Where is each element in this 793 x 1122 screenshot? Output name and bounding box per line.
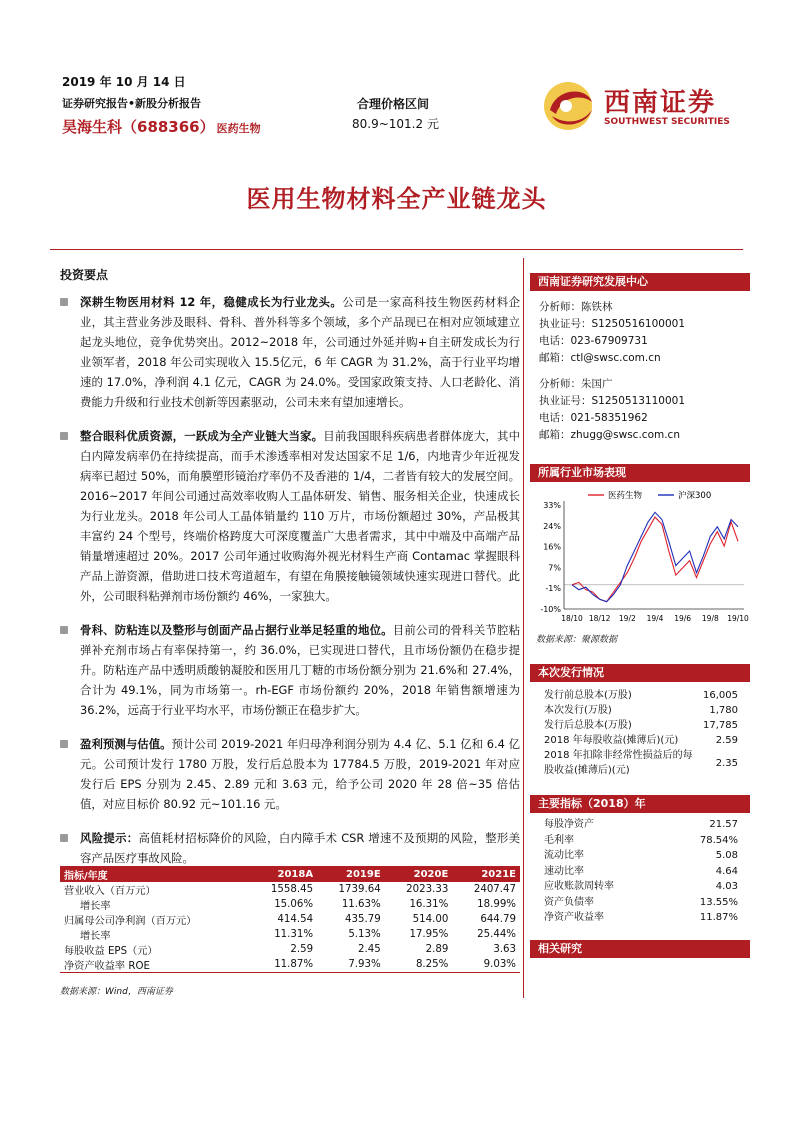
company-name	[62, 116, 261, 137]
x-tick-label: 19/10	[727, 614, 749, 623]
table-cell: 18.99%	[477, 899, 516, 910]
point-text: 公司是一家高科技生物医药材料企业，其主营业务涉及眼科、骨科、普外科等多个领域，多个产品现已在相对应领域建立起龙头地位，竞争优势突出。2012~2018 年，公司通过外延并购+自主研发成长为行业领军者，2018 年公司实现收入 15.5亿元，6 年 CAGR 为 31.2%，高于行业平均增速的 17.0%，净利润 4.1 亿元，CAGR 为 24.0%。受国家政策支持、人口老龄化、消费能力升级和行业技术创新等因素驱动，公司未来有望加速增长。	[80, 295, 520, 409]
issuance-value: 1,780	[709, 705, 738, 716]
table-cell: 15.06%	[274, 899, 314, 910]
issuance-value: 2.35	[715, 757, 738, 769]
analyst-cert: 执业证号：S1250516100001	[539, 318, 686, 330]
legend-label-pharma: 医药生物	[608, 491, 643, 501]
table-cell: 414.54	[277, 914, 314, 925]
issuance-value: 2.59	[715, 735, 738, 746]
column-header: 2020E	[385, 866, 453, 882]
issuance-value: 16,005	[703, 690, 738, 701]
issuance-label: 发行前总股本(万股)	[544, 690, 632, 701]
x-tick-label: 18/10	[561, 614, 583, 623]
report-date: 2019 年 10 月 14 日	[62, 75, 186, 89]
point-text: 目前我国眼科疾病患者群体庞大，其中白内障发病率仍在持续提高，而手术渗透率相对发达国家不足 1/6，内地青少年近视发病率已超过 50%，而角膜塑形镜治疗率仍不及香港的 1/4，二者皆有较大的发展空间。2016~2017 年间公司通过高效率收购人工晶体研发、销售、服务相关企业，快速成长为行业龙头。2018 年公司人工晶体销量约 110 万片，市场份额超过 30%，产品极其丰富约 24 个型号，终端价格跨度大可深度覆盖广大患者需求，其中中端及中高端产品销量增速超过 20%。2017 公司年通过收购海外视光材料生产商 Contamac 掌握眼科产品上游资源，借助进口技术弯道超车，有望在角膜接触镜领域快速实现进口替代。此外，公司眼科粘弹剂市场份额约 46%，一家独大。	[80, 429, 520, 603]
market-performance-chart	[530, 487, 750, 627]
company-label: 昊海生科（688366）	[62, 118, 215, 136]
logo-emblem-icon	[542, 80, 598, 132]
table-cell: 1558.45	[270, 884, 314, 895]
metric-value: 11.87%	[699, 912, 738, 923]
summary-point	[60, 620, 520, 720]
point-lead: 整合眼科优质资源，一跃成为全产业链大当家。	[80, 429, 324, 443]
table-cell: 2.89	[425, 944, 449, 955]
metric-value: 4.03	[715, 881, 738, 892]
metric-value: 21.57	[709, 819, 738, 830]
bullet-icon	[60, 740, 68, 748]
table-cell: 11.31%	[274, 929, 314, 940]
column-header: 2019E	[317, 866, 385, 882]
summary-point	[60, 426, 520, 606]
table-cell: 16.31%	[409, 899, 449, 910]
column-divider	[523, 258, 524, 998]
issuance-label: 发行后总股本(万股)	[544, 720, 632, 731]
issuance-label: 本次发行(万股)	[544, 705, 612, 716]
metric-label: 流动比率	[544, 850, 584, 861]
metric-label: 资产负债率	[544, 896, 594, 908]
chart-source: 数据来源：聚源数据	[536, 635, 618, 645]
table-cell: 8.25%	[385, 957, 453, 973]
y-tick-label: 33%	[543, 501, 561, 510]
point-text: 预计公司 2019-2021 年归母净利润分别为 4.4 亿、5.1 亿和 6.4 亿元。公司预计发行 1780 万股，发行后总股本为 17784.5 万股，2019-2021 年对应发行后 EPS 分别为 2.45、2.89 元和 3.63 元，给予公司 2020 年 28 倍~35 倍估值，对应目标价 80.92 元~101.16 元。	[80, 737, 520, 811]
table-cell: 5.13%	[348, 929, 381, 940]
issuance-title: 本次发行情况	[530, 664, 750, 682]
title-divider	[50, 249, 743, 250]
table-row	[60, 897, 520, 912]
table-cell: 2.59	[290, 944, 314, 955]
issuance-row	[530, 748, 750, 778]
metric-label: 每股净资产	[544, 819, 594, 830]
x-tick-label: 19/8	[701, 614, 719, 623]
brand-logo	[542, 80, 742, 132]
point-lead: 风险提示：	[80, 831, 139, 845]
industry-label: 医药生物	[216, 122, 261, 135]
price-range: 80.9~101.2 元	[352, 117, 439, 131]
series-line-pharma	[572, 517, 738, 602]
table-row	[60, 942, 520, 957]
table-cell: 644.79	[480, 914, 516, 925]
summary-point	[60, 828, 520, 868]
price-range-label: 合理价格区间	[357, 97, 430, 111]
point-lead: 深耕生物医用材料 12 年，稳健成长为行业龙头。	[80, 295, 343, 309]
metric-value: 78.54%	[699, 834, 738, 846]
metric-row	[530, 879, 750, 895]
analyst-email[interactable]: 邮箱：ctl@swsc.com.cn	[539, 352, 661, 364]
metric-row	[530, 910, 750, 926]
issuance-row	[530, 688, 750, 703]
column-header: 指标/年度	[60, 866, 249, 882]
x-tick-label: 19/6	[674, 614, 692, 623]
point-lead: 盈利预测与估值。	[80, 737, 172, 751]
bullet-icon	[60, 834, 68, 842]
point-lead: 骨科、防粘连以及整形与创面产品占据行业举足轻重的地位。	[80, 623, 393, 637]
summary-heading: 投资要点	[60, 268, 109, 282]
analyst-block	[530, 376, 750, 444]
related-research-panel	[530, 940, 750, 958]
table-cell: 11.87%	[249, 957, 317, 973]
table-cell: 1739.64	[338, 884, 381, 895]
table-cell: 7.93%	[317, 957, 385, 973]
analyst-email[interactable]: 邮箱：zhugg@swsc.com.cn	[539, 429, 680, 441]
row-label: 增长率	[80, 931, 111, 942]
issuance-label: 2018 年扣除非经常性损益后的每股收益(摊薄后)(元)	[544, 750, 693, 776]
metric-label: 净资产收益率	[544, 912, 604, 923]
row-label: 营业收入（百万元）	[64, 886, 156, 897]
row-label: 净资产收益率 ROE	[60, 957, 249, 973]
metric-value: 4.64	[715, 865, 738, 877]
row-label: 归属母公司净利润（百万元）	[64, 916, 197, 927]
table-cell: 11.63%	[341, 899, 381, 910]
metric-label: 应收账款周转率	[544, 881, 614, 892]
column-header: 2021E	[452, 866, 520, 882]
metric-value: 13.55%	[699, 896, 738, 908]
market-performance-panel	[530, 464, 750, 482]
analyst-phone: 电话：023-67909731	[539, 335, 648, 347]
summary-point	[60, 292, 520, 412]
table-cell: 9.03%	[452, 957, 520, 973]
analyst-name: 分析师：朱国广	[539, 378, 613, 390]
issuance-label: 2018 年每股收益(摊薄后)(元)	[544, 735, 679, 746]
table-cell: 514.00	[412, 914, 449, 925]
y-tick-label: 7%	[548, 563, 561, 573]
y-tick-label: -10%	[540, 605, 561, 614]
table-row	[60, 882, 520, 897]
row-label: 增长率	[80, 901, 111, 912]
analyst-block	[530, 299, 750, 367]
logo-text-cn: 西南证券	[604, 88, 717, 118]
series-line-csi300	[572, 512, 738, 601]
market-chart-title: 所属行业市场表现	[530, 464, 750, 482]
logo-text-en: SOUTHWEST SECURITIES	[604, 117, 730, 127]
key-metrics-panel	[530, 795, 750, 926]
x-tick-label: 18/12	[588, 614, 611, 623]
column-header: 2018A	[249, 866, 317, 882]
y-tick-label: 16%	[543, 542, 561, 552]
bullet-icon	[60, 626, 68, 634]
issuance-row	[530, 703, 750, 718]
metric-label: 毛利率	[544, 834, 574, 846]
metric-label: 速动比率	[544, 865, 584, 877]
table-header-row	[60, 866, 520, 882]
bullet-icon	[60, 432, 68, 440]
metric-row	[530, 848, 750, 864]
table-source: 数据来源：Wind，西南证券	[60, 987, 173, 997]
analyst-phone: 电话：021-58351962	[539, 412, 648, 424]
table-cell: 3.63	[493, 944, 516, 955]
y-tick-label: 24%	[543, 521, 561, 531]
metric-row	[530, 833, 750, 849]
point-text: 高值耗材招标降价的风险，白内障手术 CSR 增速不及预期的风险，整形美容产品医疗事故风险。	[80, 831, 520, 865]
issuance-row	[530, 733, 750, 748]
metric-row	[530, 895, 750, 911]
table-row	[60, 912, 520, 927]
financial-forecast-table	[60, 866, 520, 973]
page-title: 医用生物材料全产业链龙头	[246, 185, 547, 213]
key-metrics-title: 主要指标（2018）年	[530, 795, 750, 813]
investment-summary	[60, 266, 520, 882]
x-tick-label: 19/2	[618, 614, 636, 623]
table-cell: 17.95%	[409, 929, 449, 940]
metric-row	[530, 817, 750, 833]
legend-label-csi300: 沪深300	[678, 491, 712, 501]
metric-value: 5.08	[715, 850, 738, 861]
related-research-title: 相关研究	[530, 940, 750, 958]
analyst-cert: 执业证号：S1250513110001	[539, 395, 686, 407]
table-cell: 2407.47	[473, 884, 516, 895]
report-type: 证券研究报告•新股分析报告	[62, 97, 202, 110]
bullet-icon	[60, 298, 68, 306]
table-cell: 25.44%	[477, 929, 516, 940]
row-label: 每股收益 EPS（元）	[64, 946, 158, 957]
issuance-row	[530, 718, 750, 733]
table-cell: 2.45	[358, 944, 381, 955]
metric-row	[530, 864, 750, 880]
y-tick-label: -1%	[545, 584, 561, 594]
analyst-name: 分析师：陈铁林	[539, 301, 613, 313]
research-center-title: 西南证券研究发展中心	[530, 273, 750, 291]
point-text: 目前公司的骨科关节腔粘弹补充剂市场占有率保持第一，约 36.0%，已实现进口替代，且市场份额仍在稳步提升。防粘连产品中透明质酸钠凝胶和医用几丁糖的市场份额分别为 21.6%和 27.4%，合计为 49.1%，同为市场第一。rh-EGF 市场份额约 20%，2018 年销售额增速为 36.2%，远高于行业平均水平，市场份额正在稳步扩大。	[80, 623, 520, 717]
table-cell: 2023.33	[406, 884, 449, 895]
issuance-panel	[530, 664, 750, 778]
table-row	[60, 957, 520, 973]
x-tick-label: 19/4	[646, 614, 664, 623]
issuance-value: 17,785	[703, 720, 738, 731]
table-cell: 435.79	[345, 914, 381, 925]
table-row	[60, 927, 520, 942]
research-center-panel	[530, 273, 750, 444]
summary-point	[60, 734, 520, 814]
